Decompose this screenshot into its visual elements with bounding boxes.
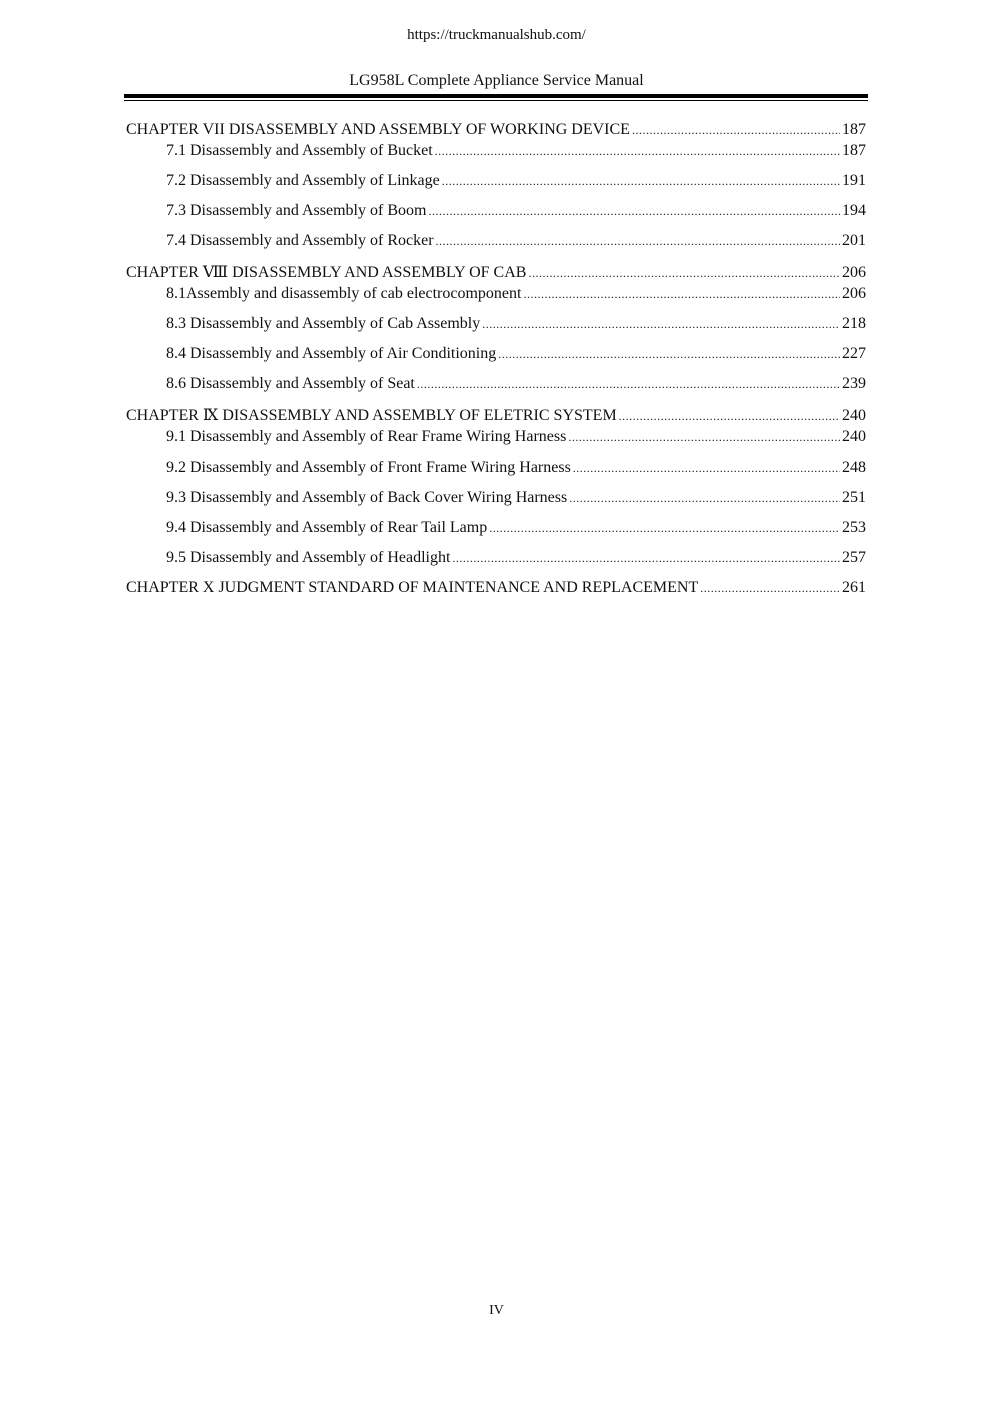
toc-entry-title: 7.3 Disassembly and Assembly of Boom bbox=[166, 202, 427, 219]
toc-entry-chapter-10[interactable] bbox=[126, 578, 866, 598]
document-title: LG958L Complete Appliance Service Manual bbox=[349, 72, 644, 89]
toc-entry-title: 7.4 Disassembly and Assembly of Rocker bbox=[166, 232, 434, 249]
toc-entry-page: 191 bbox=[842, 172, 866, 189]
header-rule-thin bbox=[124, 100, 868, 101]
toc-entry-page: 194 bbox=[842, 202, 866, 219]
dot-leader bbox=[523, 284, 840, 304]
dot-leader bbox=[528, 263, 840, 283]
toc-entry-title: 9.3 Disassembly and Assembly of Back Cover Wiring Harness bbox=[166, 489, 568, 506]
toc-entry-page: 206 bbox=[842, 285, 866, 302]
toc-entry-page: 206 bbox=[842, 264, 866, 281]
toc-entry-chapter-8[interactable] bbox=[126, 263, 866, 283]
toc-entry-title: 7.2 Disassembly and Assembly of Linkage bbox=[166, 172, 440, 189]
toc-entry-title: 8.4 Disassembly and Assembly of Air Conditioning bbox=[166, 345, 497, 362]
toc-entry-title: 9.2 Disassembly and Assembly of Front Frame Wiring Harness bbox=[166, 459, 571, 476]
dot-leader bbox=[417, 374, 840, 394]
toc-entry-title: 7.1 Disassembly and Assembly of Bucket bbox=[166, 142, 433, 159]
dot-leader bbox=[619, 406, 840, 426]
dot-leader bbox=[436, 231, 840, 251]
toc-entry-8-3[interactable] bbox=[166, 314, 866, 334]
toc-entry-title: CHAPTER Ⅸ DISASSEMBLY AND ASSEMBLY OF ELETRIC SYSTEM bbox=[126, 407, 617, 424]
toc-entry-title: 9.4 Disassembly and Assembly of Rear Tail Lamp bbox=[166, 519, 488, 536]
toc-entry-8-4[interactable] bbox=[166, 344, 866, 364]
dot-leader bbox=[428, 201, 840, 221]
toc-entry-chapter-7[interactable] bbox=[126, 120, 866, 140]
source-url: https://truckmanualshub.com/ bbox=[407, 27, 586, 43]
toc-entry-title: CHAPTER VII DISASSEMBLY AND ASSEMBLY OF WORKING DEVICE bbox=[126, 121, 630, 138]
toc-entry-page: 240 bbox=[842, 428, 866, 445]
toc-entry-9-2[interactable] bbox=[166, 458, 866, 478]
toc-entry-7-1[interactable] bbox=[166, 141, 866, 161]
dot-leader bbox=[700, 578, 840, 598]
toc-entry-7-2[interactable] bbox=[166, 171, 866, 191]
toc-entry-page: 261 bbox=[842, 579, 866, 596]
dot-leader bbox=[632, 120, 840, 140]
toc-entry-8-6[interactable] bbox=[166, 374, 866, 394]
toc-entry-title: 9.1 Disassembly and Assembly of Rear Frame Wiring Harness bbox=[166, 428, 567, 445]
toc-entry-9-4[interactable] bbox=[166, 518, 866, 538]
toc-entry-page: 253 bbox=[842, 519, 866, 536]
toc-entry-page: 187 bbox=[842, 142, 866, 159]
toc-entry-title: 8.1Assembly and disassembly of cab electrocomponent bbox=[166, 285, 522, 302]
toc-entry-title: CHAPTER X JUDGMENT STANDARD OF MAINTENANCE AND REPLACEMENT bbox=[126, 579, 699, 596]
toc-entry-9-3[interactable] bbox=[166, 488, 866, 508]
toc-entry-page: 201 bbox=[842, 232, 866, 249]
dot-leader bbox=[573, 458, 840, 478]
toc-entry-page: 251 bbox=[842, 489, 866, 506]
toc-entry-title: 8.3 Disassembly and Assembly of Cab Assembly bbox=[166, 315, 481, 332]
toc-entry-9-5[interactable] bbox=[166, 548, 866, 568]
toc-entry-page: 218 bbox=[842, 315, 866, 332]
toc-entry-page: 239 bbox=[842, 375, 866, 392]
dot-leader bbox=[498, 344, 840, 364]
page-number: IV bbox=[489, 1303, 504, 1318]
dot-leader bbox=[482, 314, 840, 334]
dot-leader bbox=[442, 171, 840, 191]
toc-entry-title: 9.5 Disassembly and Assembly of Headlight bbox=[166, 549, 451, 566]
toc-entry-7-3[interactable] bbox=[166, 201, 866, 221]
dot-leader bbox=[568, 427, 840, 447]
toc-entry-page: 227 bbox=[842, 345, 866, 362]
toc-entry-page: 240 bbox=[842, 407, 866, 424]
toc-entry-page: 257 bbox=[842, 549, 866, 566]
dot-leader bbox=[452, 548, 840, 568]
dot-leader bbox=[569, 488, 840, 508]
toc-entry-8-1[interactable] bbox=[166, 284, 866, 304]
toc-entry-page: 187 bbox=[842, 121, 866, 138]
header-rule-thick bbox=[124, 94, 868, 98]
toc-entry-title: 8.6 Disassembly and Assembly of Seat bbox=[166, 375, 415, 392]
toc-entry-chapter-9[interactable] bbox=[126, 406, 866, 426]
dot-leader bbox=[435, 141, 840, 161]
dot-leader bbox=[489, 518, 840, 538]
toc-entry-9-1[interactable] bbox=[166, 427, 866, 447]
toc-entry-7-4[interactable] bbox=[166, 231, 866, 251]
toc-entry-page: 248 bbox=[842, 459, 866, 476]
toc-entry-title: CHAPTER Ⅷ DISASSEMBLY AND ASSEMBLY OF CAB bbox=[126, 264, 527, 281]
